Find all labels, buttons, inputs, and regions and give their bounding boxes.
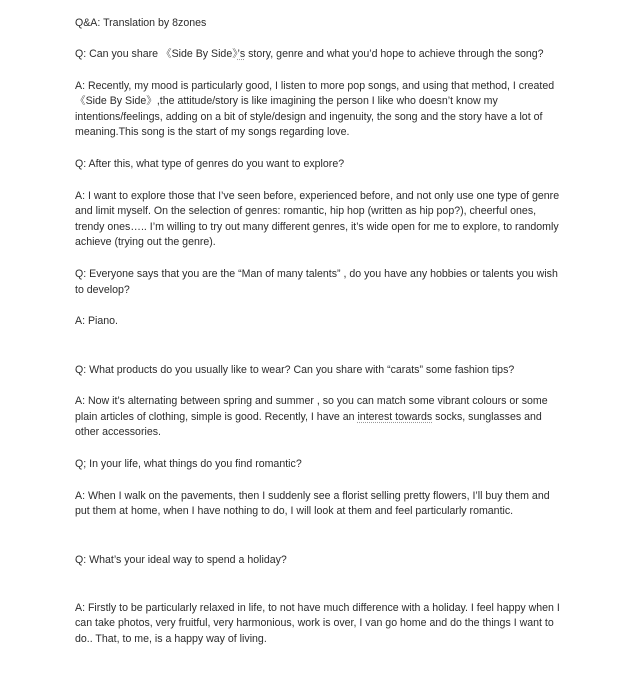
question-3: Q: Everyone says that you are the “Man of many talents” , do you have any hobbies or talents you wish to develop? [75, 268, 558, 296]
question-5: Q; In your life, what things do you find romantic? [75, 458, 302, 471]
answer-5: A: When I walk on the pavements, then I suddenly see a florist selling pretty flowers, I’ll buy them and put them at home, when I have nothing to do, I will look at them and feel particularly romantic. [75, 489, 550, 518]
question-1 [75, 47, 565, 62]
question-4: Q: What products do you usually like to wear? Can you share with “carats” some fashion tips? [75, 363, 515, 376]
question-1-possessive: ’s [237, 48, 246, 61]
answer-2: A: I want to explore those that I’ve seen before, experienced before, and not only use one type of genre and limit myself. On the selection of genres: romantic, hip hop (written as hip pop?), cheerful ones, trendy ones….. I’m willing to try out many different genres, it’s wide open for me to explore, to randomly achieve (trying out the genre). [75, 189, 560, 249]
question-1-rest: story, genre and what you’d hope to achieve through the song? [245, 48, 544, 61]
blank-line [75, 584, 565, 601]
answer-4-text: A: Now it’s alternating between spring and summer , so you can match some vibrant colours or some plain articles of clothing, simple is good. Recently, I have an [75, 395, 548, 423]
answer-4-rest: socks, sunglasses and other accessories. [75, 410, 542, 438]
answer-4-underlined-phrase: interest towards [357, 410, 433, 423]
answer-4 [75, 394, 565, 440]
blank-line [75, 537, 565, 553]
question-6: Q: What’s your ideal way to spend a holiday? [75, 553, 287, 566]
answer-6: A: Firstly to be particularly relaxed in life, to not have much difference with a holiday. I feel happy when I can take photos, very fruitful, very harmonious, work is over, I van go home and do the things I want to do.. That, to me, is a happy way of living. [75, 601, 560, 645]
document-title: Q&A: Translation by 8zones [75, 17, 207, 29]
document-page [75, 16, 565, 664]
blank-line [75, 347, 565, 363]
question-2: Q: After this, what type of genres do you want to explore? [75, 158, 345, 171]
answer-1: A: Recently, my mood is particularly good, I listen to more pop songs, and using that method, I created 《Side By Side》,the attitude/story is like imagining the person I like who doesn’t know my intentions/feelings, adding on a bit of style/design and ingenuity, the song and the story have a lot of meaning.This song is the start of my songs regarding love. [75, 79, 555, 139]
question-1-text: Q: Can you share 《Side By Side》 [75, 48, 238, 61]
answer-3: A: Piano. [75, 315, 118, 328]
